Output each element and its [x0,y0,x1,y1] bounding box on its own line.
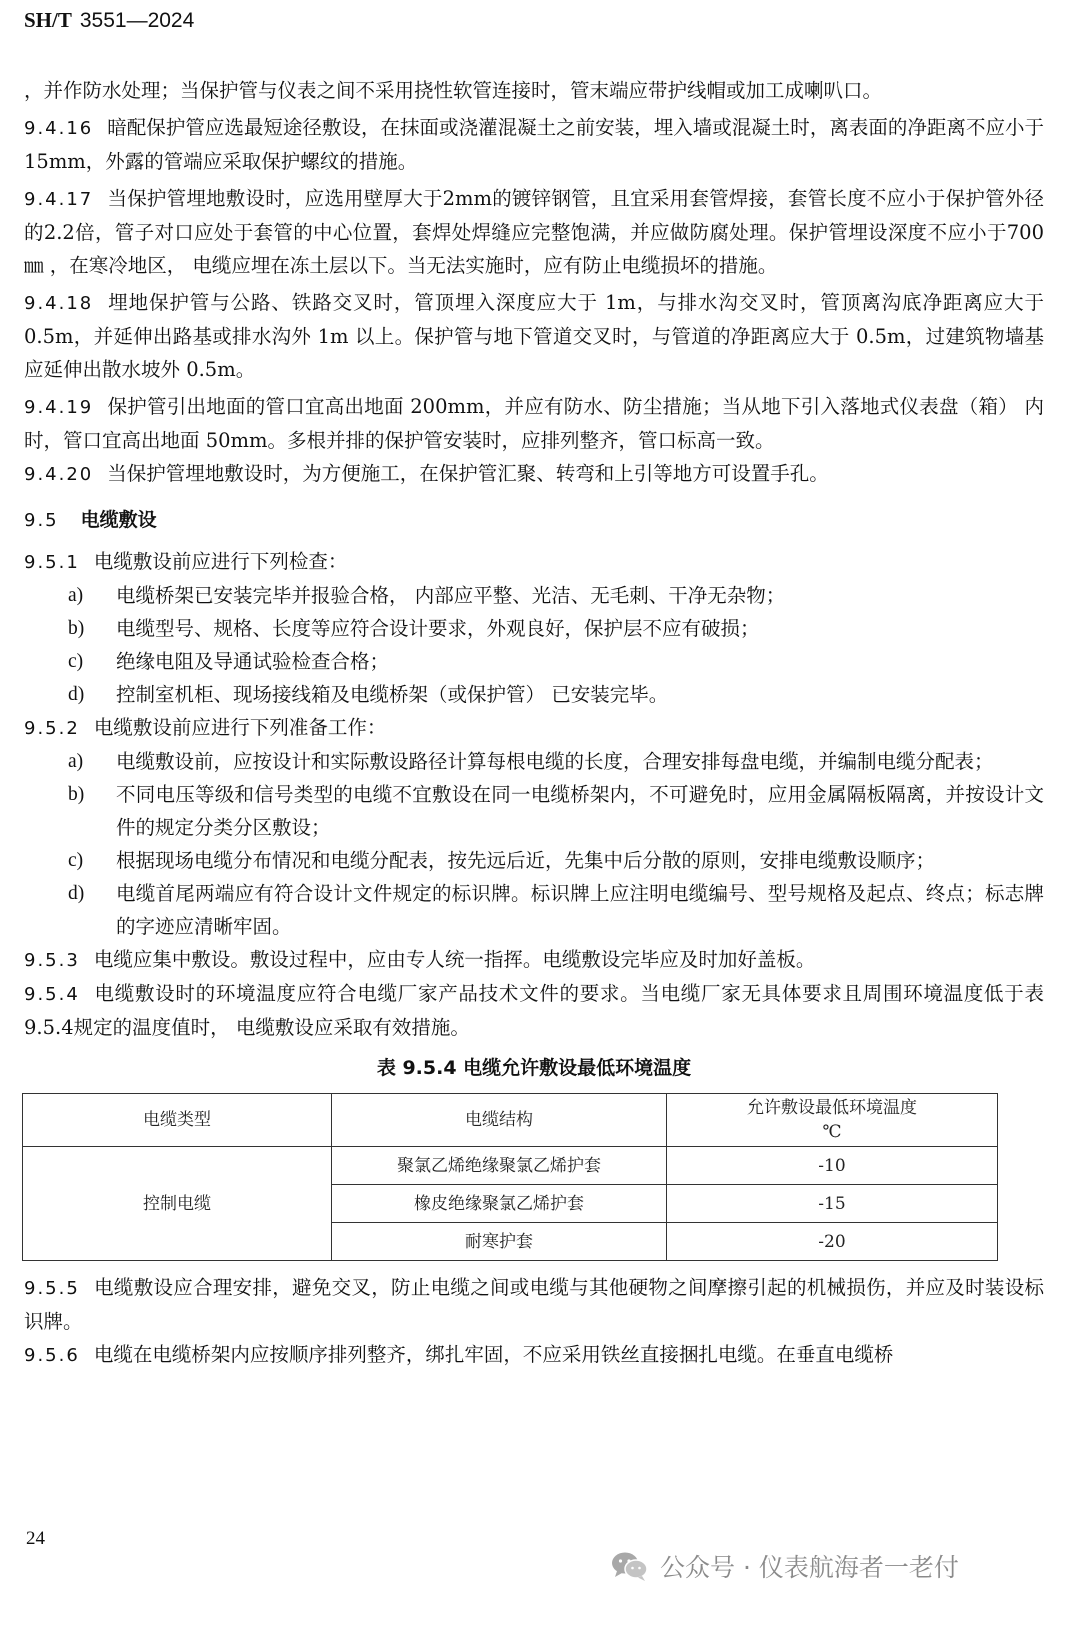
document-header [24,8,194,33]
list-text: 电缆首尾两端应有符合设计文件规定的标识牌。标识牌上应注明电缆编号、型号规格及起点、终点；标志牌的字迹应清晰牢固。 [116,882,1044,938]
clause-text: 电缆敷设应合理安排，避免交叉，防止电缆之间或电缆与其他硬物之间摩擦引起的机械损伤，并应及时装设标识牌。 [24,1276,1044,1333]
clause-9-5-6 [24,1338,1044,1372]
header-cell-temperature [667,1094,998,1147]
clause-number: 9.5.2 [24,718,80,739]
clause-number: 9.4.19 [24,397,94,418]
wechat-icon [610,1549,650,1583]
header-temperature-label: 允许敷设最低环境温度 [747,1098,917,1118]
list-item [24,745,1044,778]
cell-temperature: -10 [667,1147,998,1185]
header-temperature-unit: ℃ [822,1122,842,1142]
list-text: 电缆桥架已安装完毕并报验合格， 内部应平整、光洁、无毛刺、干净无杂物； [116,584,786,607]
clause-text: 电缆应集中敷设。敷设过程中，应由专人统一指挥。电缆敷设完毕应及时加好盖板。 [93,948,816,971]
list-label: c) [68,651,84,672]
clause-text: 电缆敷设前应进行下列准备工作： [93,716,387,739]
clause-9-4-20 [24,457,1044,491]
clause-number: 9.4.17 [24,189,94,210]
table-header-row [23,1094,998,1147]
list-label: b) [68,784,85,805]
list-label: a) [68,751,84,772]
header-cell-structure: 电缆结构 [332,1094,667,1147]
clause-text: 当保护管埋地敷设时，应选用壁厚大于2mm的镀锌钢管，且宜采用套管焊接，套管长度不应小于保护管外径的2.2倍，管子对口应处于套管的中心位置，套焊处焊缝应完整饱满，并应做防腐处理。保护管埋设深度不应小于700㎜ ，在寒冷地区， 电缆应埋在冻土层以下。当无法实施时，应有防止电缆损坏的措施。 [24,187,1044,277]
temperature-table [22,1093,998,1261]
clause-number: 9.4.20 [24,464,94,485]
clause-number: 9.4.18 [24,293,94,314]
list-item [24,612,1044,645]
list-item [24,579,1044,612]
cell-temperature: -15 [667,1185,998,1223]
list-text: 根据现场电缆分布情况和电缆分配表，按先远后近，先集中后分散的原则，安排电缆敷设顺序； [116,849,936,872]
list-text: 绝缘电阻及导通试验检查合格； [116,650,390,673]
watermark [610,1548,959,1584]
table-row [23,1147,998,1185]
clause-number: 9.5.4 [24,984,80,1005]
list-label: b) [68,618,85,639]
clause-text: 电缆在电缆桥架内应按顺序排列整齐，绑扎牢固，不应采用铁丝直接捆扎电缆。在垂直电缆桥 [93,1343,894,1366]
list-text: 电缆敷设前，应按设计和实际敷设路径计算每根电缆的长度，合理安排每盘电缆，并编制电缆分配表； [116,750,994,773]
list-label: c) [68,850,84,871]
clause-text: 电缆敷设时的环境温度应符合电缆厂家产品技术文件的要求。当电缆厂家无具体要求且周围环境温度低于表9.5.4规定的温度值时， 电缆敷设应采取有效措施。 [24,982,1044,1039]
clause-9-4-17 [24,182,1044,282]
cell-structure: 聚氯乙烯绝缘聚氯乙烯护套 [332,1147,667,1185]
clause-text: 电缆敷设前应进行下列检查： [93,550,348,573]
clause-text: 当保护管埋地敷设时，为方便施工，在保护管汇聚、转弯和上引等地方可设置手孔。 [107,462,829,485]
page-body [24,74,1044,1372]
cell-temperature: -20 [667,1223,998,1261]
list-text: 控制室机柜、现场接线箱及电缆桥架（或保护管） 已安装完毕。 [116,683,669,706]
list-text: 电缆型号、规格、长度等应符合设计要求，外观良好，保护层不应有破损； [116,617,760,640]
list-text: 不同电压等级和信号类型的电缆不宜敷设在同一电缆桥架内，不可避免时，应用金属隔板隔离，并按设计文件的规定分类分区敷设； [116,783,1044,839]
paragraph-continued [24,74,1044,107]
list-item [24,678,1044,711]
clause-number: 9.5.1 [24,552,80,573]
clause-number: 9.4.16 [24,118,94,139]
list-item [24,645,1044,678]
clause-text: 保护管引出地面的管口宜高出地面 200mm，并应有防水、防尘措施；当从地下引入落地式仪表盘（箱） 内时，管口宜高出地面 50mm。多根并排的保护管安装时，应排列整齐，管口标高一致。 [24,395,1044,452]
clause-9-4-16 [24,111,1044,178]
page-number: 24 [26,1528,45,1549]
clause-9-4-19 [24,390,1044,457]
clause-9-5-3 [24,943,1044,977]
clause-text: 暗配保护管应选最短途径敷设，在抹面或浇灌混凝土之前安装，埋入墙或混凝土时，离表面的净距离不应小于15mm，外露的管端应采取保护螺纹的措施。 [24,116,1044,173]
clause-number: 9.5.5 [24,1278,80,1299]
list-label: a) [68,585,84,606]
paragraph-text: ，并作防水处理；当保护管与仪表之间不采用挠性软管连接时，管末端应带护线帽或加工成喇叭口。 [24,79,883,102]
clause-number: 9.5.3 [24,950,80,971]
clause-9-5-5 [24,1271,1044,1338]
table-caption: 表 9.5.4 电缆允许敷设最低环境温度 [376,1057,692,1079]
cell-cable-type: 控制电缆 [23,1147,332,1261]
section-title: 电缆敷设 [80,509,157,531]
cell-structure: 耐寒护套 [332,1223,667,1261]
section-number: 9.5 [24,510,59,531]
clause-text: 埋地保护管与公路、铁路交叉时，管顶埋入深度应大于 1m，与排水沟交叉时，管顶离沟底净距离应大于 0.5m，并延伸出路基或排水沟外 1m 以上。保护管与地下管道交叉时，与管道的净距离应大于 0.5m，过建筑物墙基应延伸出散水坡外 0.5m。 [24,291,1044,381]
list-item [24,877,1044,943]
clause-number: 9.5.6 [24,1345,80,1366]
clause-9-4-18 [24,286,1044,386]
list-label: d) [68,684,85,705]
standard-number: 3551—2024 [79,9,195,32]
header-cell-type: 电缆类型 [23,1094,332,1147]
watermark-text: 公众号 · 仪表航海者一老付 [660,1553,959,1582]
list-item [24,844,1044,877]
list-item [24,778,1044,844]
cell-structure: 橡皮绝缘聚氯乙烯护套 [332,1185,667,1223]
clause-9-5-1 [24,545,1044,579]
clause-9-5-2 [24,711,1044,745]
standard-code: SH/T [24,8,72,32]
section-heading [24,503,1044,537]
list-label: d) [68,883,85,904]
clause-9-5-4 [24,977,1044,1044]
